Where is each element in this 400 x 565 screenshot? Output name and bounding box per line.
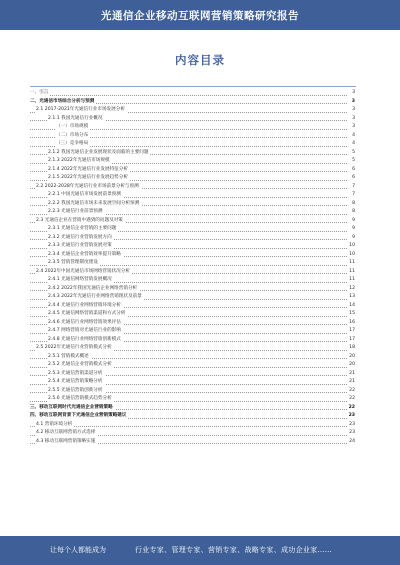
toc-entry-page: 18 <box>347 344 355 353</box>
toc-entry-page: 23 <box>347 412 355 421</box>
toc-entry-label: 二、光通信市场综合分析与预测 <box>30 98 96 107</box>
toc-entry[interactable] <box>30 166 355 175</box>
toc-entry-label: 2.3.3 光通信行业营销发展对策 <box>48 242 114 251</box>
toc-entry[interactable] <box>30 395 355 404</box>
toc-entry-label: 2.5.4 光通信营销策略分析 <box>48 378 105 387</box>
toc-entry-label: （三）竞争格局 <box>56 140 90 149</box>
toc-entry-label: 2.1.4 2022年光通信行业发展特征分析 <box>48 166 130 175</box>
toc-entry[interactable] <box>30 157 355 166</box>
toc-entry[interactable] <box>30 200 355 209</box>
toc-entry-page: 17 <box>347 336 355 345</box>
toc-entry[interactable] <box>30 242 355 251</box>
toc-entry[interactable] <box>30 404 355 413</box>
toc-entry[interactable] <box>30 378 355 387</box>
toc-entry[interactable] <box>30 183 355 192</box>
toc-entry[interactable] <box>30 174 355 183</box>
toc-entry-page: 7 <box>347 191 355 200</box>
toc-entry-page: 16 <box>347 319 355 328</box>
toc-entry-label: 2.3.5 营销管理制度建设 <box>48 259 100 268</box>
toc-entry-page: 3 <box>347 123 355 132</box>
toc-entry-page: 23 <box>347 429 355 438</box>
toc-entry-label: 2.5.2 光通信企业营销模式分析 <box>48 361 114 370</box>
toc-entry[interactable] <box>30 98 355 107</box>
toc-entry[interactable] <box>30 285 355 294</box>
toc-entry[interactable] <box>30 217 355 226</box>
toc-entry-page: 11 <box>347 268 355 277</box>
toc-entry-label: 2.3 光通信企业在营销中遇到的问题及对策 <box>36 217 125 226</box>
toc-entry[interactable] <box>30 336 355 345</box>
toc-entry[interactable] <box>30 225 355 234</box>
toc-entry-label: 一、引言 <box>30 89 50 98</box>
toc-entry[interactable] <box>30 234 355 243</box>
toc-entry-label: 2.4.8 光通信行业网络营销创新模式 <box>48 336 123 345</box>
toc-entry-page: 11 <box>347 259 355 268</box>
toc-entry-label: 2.5 2022年光通信行业营销模式分析 <box>36 344 114 353</box>
toc-entry-page: 4 <box>347 140 355 149</box>
toc-entry-label: 2.2.2 我国光通信市场未来发展空间分析预测 <box>48 200 141 209</box>
toc-entry-page: 9 <box>347 217 355 226</box>
toc-entry-page: 9 <box>347 225 355 234</box>
toc-entry[interactable] <box>30 370 355 379</box>
toc-entry[interactable] <box>30 421 355 430</box>
toc-entry-label: 2.3.2 光通信行业营销发展方向 <box>48 234 114 243</box>
toc-entry-page: 9 <box>347 234 355 243</box>
toc-entry[interactable] <box>30 208 355 217</box>
toc-entry-page: 15 <box>347 310 355 319</box>
toc-entry-label: 2.1 2017-2021年光通信行业市场发展分析 <box>36 106 127 115</box>
footer-slogan-left: 让每个人都能成为 <box>50 546 106 554</box>
toc-entry-label: 2.5.6 光通信营销模式趋势分析 <box>48 395 114 404</box>
toc-entry-label: 2.5.3 光通信营销渠道分析 <box>48 370 105 379</box>
toc-entry[interactable] <box>30 353 355 362</box>
toc-entry[interactable] <box>30 140 355 149</box>
toc-entry[interactable] <box>30 149 355 158</box>
toc-entry[interactable] <box>30 123 355 132</box>
toc-entry-label: 4.2 移动互联网营销方式选择 <box>36 429 97 438</box>
toc-leader-dots <box>30 95 347 96</box>
toc-entry-page: 10 <box>347 242 355 251</box>
toc-entry[interactable] <box>30 191 355 200</box>
toc-entry[interactable] <box>30 319 355 328</box>
toc-entry[interactable] <box>30 268 355 277</box>
toc-entry-label: 2.1.1 我国光通信行业概况 <box>48 115 105 124</box>
toc-entry-page: 5 <box>347 157 355 166</box>
toc-entry[interactable] <box>30 429 355 438</box>
toc-entry-label: 4.3 移动互联网营销策略实施 <box>36 438 97 447</box>
toc-entry-page: 3 <box>347 115 355 124</box>
toc-entry-page: 3 <box>347 98 355 107</box>
toc-entry-label: 4.1 营销环境分析 <box>36 421 74 430</box>
toc-entry-label: 2.4.4 光通信行业网络营销环境分析 <box>48 302 123 311</box>
toc-entry[interactable] <box>30 412 355 421</box>
toc-entry-page: 21 <box>347 378 355 387</box>
toc-entry-label: 2.4.5 光通信网络营销渠道和方式分析 <box>48 310 127 319</box>
toc-entry-page: 17 <box>347 327 355 336</box>
toc-entry-label: 2.4.7 网络营销对光通信行业的影响 <box>48 327 123 336</box>
toc-entry-page: 5 <box>347 149 355 158</box>
toc-entry-label: （二）市场分布 <box>56 132 90 141</box>
toc-entry-label: 四、移动互联网背景下光通信企业营销策略建议 <box>30 412 128 421</box>
toc-entry-label: 2.3.4 光通信企业营销效率提升策略 <box>48 251 123 260</box>
toc-entry[interactable] <box>30 310 355 319</box>
toc-entry-label: 2.2.3 光通信行业前景预测 <box>48 208 105 217</box>
toc-entry-page: 22 <box>347 404 355 413</box>
table-of-contents <box>30 89 355 446</box>
toc-entry-page: 8 <box>347 200 355 209</box>
toc-heading: 内容目录 <box>175 53 225 67</box>
toc-entry-page: 12 <box>347 285 355 294</box>
toc-entry[interactable] <box>30 361 355 370</box>
toc-entry-label: 2.5.1 营销模式概述 <box>48 353 91 362</box>
toc-entry-page: 11 <box>347 276 355 285</box>
toc-entry[interactable] <box>30 251 355 260</box>
toc-entry-label: 2.1.3 2022年光通信市场规模 <box>48 157 112 166</box>
toc-entry-page: 20 <box>347 353 355 362</box>
document-title: 光通信企业移动互联网营销策略研究报告 <box>101 9 299 22</box>
toc-entry-page: 14 <box>347 302 355 311</box>
toc-entry-label: 2.2 2022-2028年光通信行业市场前景分析与预测 <box>36 183 141 192</box>
toc-entry[interactable] <box>30 276 355 285</box>
toc-entry-page: 24 <box>347 438 355 447</box>
toc-entry-label: 2.5.5 光通信营销创新分析 <box>48 387 105 396</box>
toc-entry-label: （一）市场规模 <box>56 123 90 132</box>
toc-entry[interactable] <box>30 302 355 311</box>
toc-entry-page: 22 <box>347 387 355 396</box>
toc-entry[interactable] <box>30 344 355 353</box>
toc-entry-page: 13 <box>347 293 355 302</box>
document-header <box>0 0 400 30</box>
toc-entry-label: 2.4.3 2022年光通信行业网络营销现状及前景 <box>48 293 144 302</box>
toc-entry-page: 10 <box>347 251 355 260</box>
toc-entry-label: 三、移动互联网时代光通信企业营销策略 <box>30 404 115 413</box>
toc-entry-page: 7 <box>347 183 355 192</box>
footer-slogan-right: 行业专家、管理专家、营销专家、战略专家、成功企业家…… <box>135 546 333 554</box>
toc-entry-page: 4 <box>347 132 355 141</box>
toc-entry[interactable] <box>30 327 355 336</box>
toc-divider <box>30 86 356 87</box>
document-footer <box>0 536 400 565</box>
toc-entry-label: 2.1.2 我国光通信企业发展现状及面临的主要问题 <box>48 149 150 158</box>
toc-entry[interactable] <box>30 89 355 98</box>
toc-entry-page: 3 <box>347 106 355 115</box>
toc-entry-page: 20 <box>347 361 355 370</box>
toc-entry-page: 8 <box>347 208 355 217</box>
toc-entry-label: 2.1.5 2022年光通信行业发展趋势分析 <box>48 174 130 183</box>
toc-entry[interactable] <box>30 438 355 447</box>
toc-entry[interactable] <box>30 115 355 124</box>
toc-entry-label: 2.4.2 2022年我国光通信企业网络营销分析 <box>48 285 139 294</box>
toc-entry-page: 22 <box>347 395 355 404</box>
toc-entry[interactable] <box>30 387 355 396</box>
toc-entry-page: 23 <box>347 421 355 430</box>
toc-entry-label: 2.4.1 光通信网络营销发展概况 <box>48 276 114 285</box>
toc-entry-label: 2.3.1 光通信企业营销的主要问题 <box>48 225 118 234</box>
toc-entry-label: 2.4.6 光通信行业网络营销效果评估 <box>48 319 123 328</box>
toc-entry-label: 2.2.1 中国光通信市场发展前景预测 <box>48 191 123 200</box>
toc-entry-page: 6 <box>347 166 355 175</box>
toc-leader-dots <box>30 426 347 427</box>
toc-entry[interactable] <box>30 106 355 115</box>
toc-entry-page: 6 <box>347 174 355 183</box>
toc-entry-page: 3 <box>347 89 355 98</box>
toc-entry[interactable] <box>30 293 355 302</box>
toc-entry[interactable] <box>30 259 355 268</box>
toc-entry-label: 2.4 2022年中国光通信市场网络营销状况分析 <box>36 268 132 277</box>
toc-entry-page: 21 <box>347 370 355 379</box>
toc-entry[interactable] <box>30 132 355 141</box>
